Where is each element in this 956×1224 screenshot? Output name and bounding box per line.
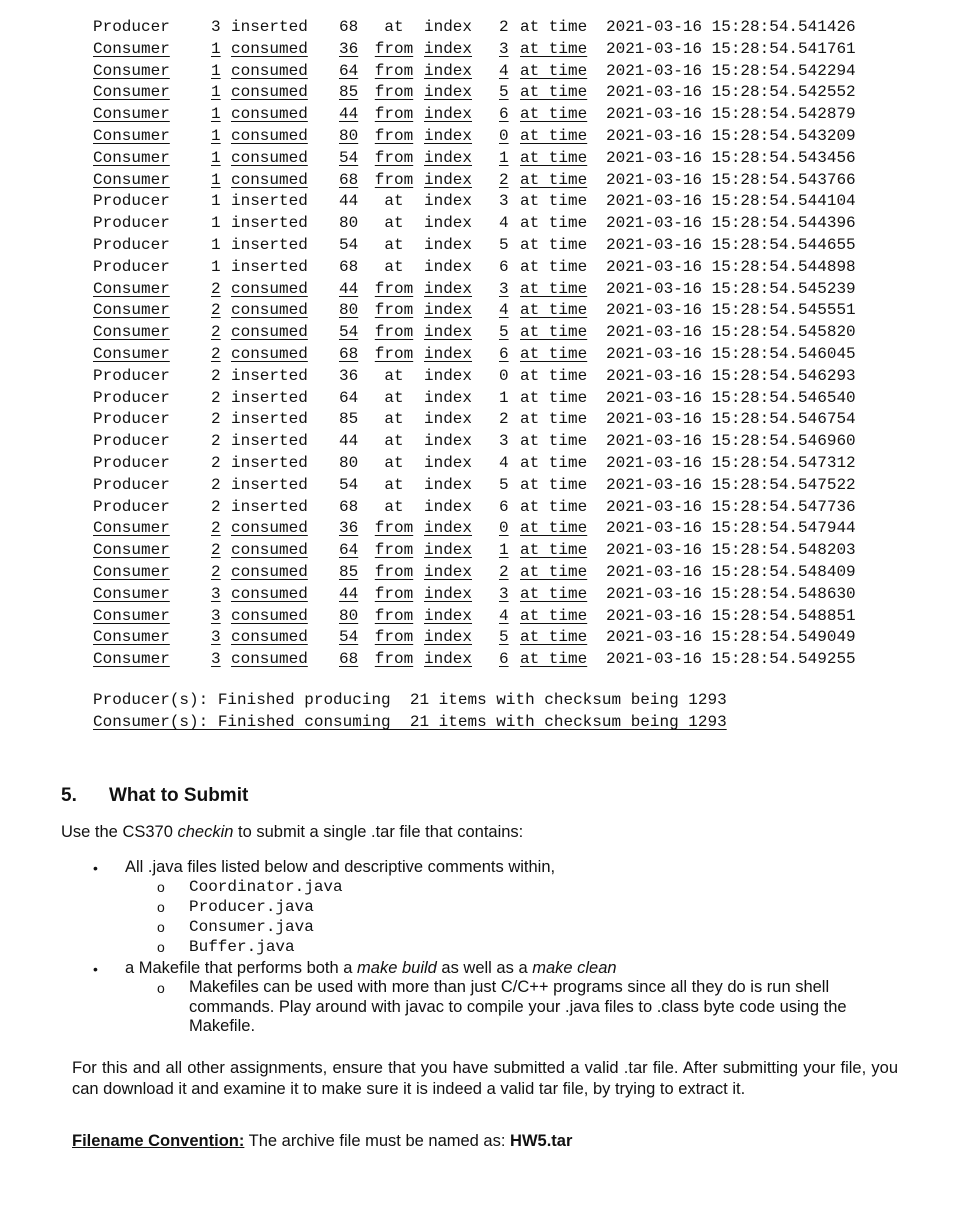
row-verb: consumed (231, 126, 308, 145)
row-count: 2 (211, 453, 221, 472)
row-verb: inserted (231, 214, 308, 233)
row-at-time: at time (520, 584, 588, 603)
row-at-time: at time (520, 366, 588, 385)
row-index-word: index (424, 628, 473, 647)
row-position: 1 (499, 148, 509, 167)
row-index-word: index (424, 606, 473, 625)
row-verb: inserted (231, 497, 308, 516)
row-index-word: index (424, 388, 473, 407)
row-value: 36 (339, 519, 359, 538)
row-count: 3 (211, 628, 221, 647)
row-role: Consumer (93, 541, 170, 560)
row-role: Consumer (93, 39, 170, 58)
row-position: 1 (499, 541, 509, 560)
row-verb: consumed (231, 541, 308, 560)
row-value: 44 (339, 279, 359, 298)
row-count: 1 (211, 148, 221, 167)
row-role: Producer (93, 497, 170, 516)
row-verb: inserted (231, 192, 308, 211)
row-role: Consumer (93, 126, 170, 145)
row-at-time: at time (520, 650, 588, 669)
tar-validity-paragraph: For this and all other assignments, ensure that you have submitted a valid .tar file. After submitting your file, you can download it and examine it to make sure it is indeed a valid tar file, by trying to extract it. (72, 1059, 898, 1098)
row-at-time: at time (520, 475, 588, 494)
row-count: 2 (211, 432, 221, 451)
row-value: 68 (339, 650, 359, 669)
row-value: 44 (339, 584, 359, 603)
row-position: 3 (499, 279, 509, 298)
row-role: Consumer (93, 584, 170, 603)
row-index-word: index (424, 323, 473, 342)
row-at-time: at time (520, 214, 588, 233)
row-timestamp: 2021-03-16 15:28:54.545551 (606, 301, 856, 320)
row-timestamp: 2021-03-16 15:28:54.549255 (606, 650, 856, 669)
row-role: Producer (93, 257, 170, 276)
row-timestamp: 2021-03-16 15:28:54.545239 (606, 279, 856, 298)
row-timestamp: 2021-03-16 15:28:54.544898 (606, 257, 856, 276)
row-count: 2 (211, 519, 221, 538)
row-at-time: at time (520, 388, 588, 407)
row-index-word: index (424, 410, 473, 429)
row-count: 1 (211, 235, 221, 254)
row-value: 80 (339, 214, 359, 233)
row-role: Consumer (93, 628, 170, 647)
row-prep: from (374, 148, 414, 167)
row-value: 64 (339, 61, 359, 80)
row-position: 6 (499, 105, 509, 124)
consumer-summary-line: Consumer(s): Finished consuming 21 items with checksum being 1293 (93, 713, 727, 731)
row-index-word: index (424, 301, 473, 320)
row-prep: from (374, 105, 414, 124)
row-index-word: index (424, 214, 473, 233)
row-timestamp: 2021-03-16 15:28:54.549049 (606, 628, 856, 647)
row-value: 68 (339, 344, 359, 363)
row-count: 3 (211, 18, 221, 36)
row-at-time: at time (520, 257, 588, 276)
row-role: Consumer (93, 344, 170, 363)
java-file-item: Buffer.java (189, 938, 295, 956)
row-timestamp: 2021-03-16 15:28:54.544104 (606, 192, 856, 211)
makefile-note: Makefiles can be used with more than just C/C++ programs since all they do is run shell commands. Play around with javac to compile your .java files to .class byte code using the Makefile. (189, 978, 847, 1035)
row-prep: at (384, 388, 404, 407)
row-timestamp: 2021-03-16 15:28:54.541761 (606, 39, 856, 58)
row-at-time: at time (520, 126, 588, 145)
row-index-word: index (424, 126, 473, 145)
row-count: 1 (211, 126, 221, 145)
row-position: 2 (499, 18, 509, 36)
row-position: 5 (499, 628, 509, 647)
row-role: Consumer (93, 301, 170, 320)
row-count: 1 (211, 170, 221, 189)
row-role: Consumer (93, 148, 170, 167)
java-file-item: Consumer.java (189, 918, 314, 936)
row-timestamp: 2021-03-16 15:28:54.548630 (606, 584, 856, 603)
row-role: Producer (93, 475, 170, 494)
row-timestamp: 2021-03-16 15:28:54.546045 (606, 344, 856, 363)
row-count: 2 (211, 541, 221, 560)
row-value: 68 (339, 170, 359, 189)
row-verb: consumed (231, 606, 308, 625)
row-position: 3 (499, 584, 509, 603)
row-position: 4 (499, 453, 509, 472)
row-verb: inserted (231, 475, 308, 494)
row-verb: consumed (231, 628, 308, 647)
row-timestamp: 2021-03-16 15:28:54.547522 (606, 475, 856, 494)
row-value: 36 (339, 366, 359, 385)
row-value: 44 (339, 432, 359, 451)
row-count: 1 (211, 83, 221, 102)
row-position: 6 (499, 497, 509, 516)
row-value: 54 (339, 235, 359, 254)
row-at-time: at time (520, 519, 588, 538)
row-count: 2 (211, 475, 221, 494)
row-count: 2 (211, 497, 221, 516)
row-index-word: index (424, 562, 473, 581)
row-at-time: at time (520, 170, 588, 189)
row-verb: consumed (231, 279, 308, 298)
row-count: 2 (211, 366, 221, 385)
filename-convention: Filename Convention: The archive file must be named as: HW5.tar (72, 1132, 573, 1150)
row-count: 2 (211, 279, 221, 298)
row-timestamp: 2021-03-16 15:28:54.548203 (606, 541, 856, 560)
row-verb: inserted (231, 432, 308, 451)
row-count: 1 (211, 39, 221, 58)
row-value: 80 (339, 606, 359, 625)
bullet-marker: • (93, 860, 98, 876)
row-index-word: index (424, 39, 473, 58)
row-index-word: index (424, 584, 473, 603)
row-prep: at (384, 192, 404, 211)
row-timestamp: 2021-03-16 15:28:54.543209 (606, 126, 856, 145)
row-index-word: index (424, 170, 473, 189)
row-position: 2 (499, 562, 509, 581)
row-role: Consumer (93, 562, 170, 581)
row-prep: at (384, 475, 404, 494)
row-index-word: index (424, 192, 473, 211)
row-timestamp: 2021-03-16 15:28:54.548851 (606, 606, 856, 625)
row-count: 2 (211, 388, 221, 407)
row-value: 64 (339, 541, 359, 560)
row-index-word: index (424, 453, 473, 472)
row-count: 1 (211, 257, 221, 276)
row-value: 54 (339, 628, 359, 647)
row-count: 1 (211, 192, 221, 211)
row-prep: from (374, 650, 414, 669)
row-count: 1 (211, 61, 221, 80)
bullet-marker: • (93, 961, 98, 977)
row-at-time: at time (520, 410, 588, 429)
row-verb: inserted (231, 366, 308, 385)
row-value: 68 (339, 497, 359, 516)
row-role: Consumer (93, 83, 170, 102)
row-index-word: index (424, 497, 473, 516)
row-count: 2 (211, 301, 221, 320)
section-title: What to Submit (109, 785, 249, 806)
row-verb: inserted (231, 257, 308, 276)
row-position: 5 (499, 475, 509, 494)
row-value: 85 (339, 83, 359, 102)
row-timestamp: 2021-03-16 15:28:54.541426 (606, 18, 856, 36)
row-index-word: index (424, 83, 473, 102)
row-at-time: at time (520, 541, 588, 560)
row-value: 54 (339, 323, 359, 342)
row-role: Consumer (93, 279, 170, 298)
row-position: 6 (499, 344, 509, 363)
row-index-word: index (424, 519, 473, 538)
row-at-time: at time (520, 279, 588, 298)
row-at-time: at time (520, 148, 588, 167)
row-prep: at (384, 18, 404, 36)
section-number: 5. (61, 785, 77, 806)
sub-bullet-marker: o (157, 879, 165, 895)
bullet-java-files: All .java files listed below and descriptive comments within, (125, 858, 556, 876)
row-prep: at (384, 432, 404, 451)
row-count: 3 (211, 606, 221, 625)
row-timestamp: 2021-03-16 15:28:54.543456 (606, 148, 856, 167)
row-at-time: at time (520, 432, 588, 451)
row-count: 3 (211, 650, 221, 669)
row-role: Producer (93, 235, 170, 254)
row-prep: from (374, 344, 414, 363)
row-at-time: at time (520, 235, 588, 254)
row-role: Producer (93, 214, 170, 233)
row-position: 5 (499, 83, 509, 102)
row-timestamp: 2021-03-16 15:28:54.544655 (606, 235, 856, 254)
row-prep: from (374, 541, 414, 560)
row-at-time: at time (520, 105, 588, 124)
row-value: 68 (339, 18, 359, 36)
row-verb: consumed (231, 584, 308, 603)
row-prep: from (374, 323, 414, 342)
row-prep: at (384, 257, 404, 276)
row-verb: consumed (231, 344, 308, 363)
row-role: Consumer (93, 650, 170, 669)
row-index-word: index (424, 650, 473, 669)
bullet-makefile: a Makefile that performs both a make build as well as a make clean (125, 959, 617, 977)
row-count: 2 (211, 562, 221, 581)
section-heading (61, 785, 248, 807)
row-verb: consumed (231, 519, 308, 538)
row-value: 68 (339, 257, 359, 276)
row-position: 4 (499, 214, 509, 233)
row-role: Producer (93, 432, 170, 451)
sub-bullet-marker: o (157, 899, 165, 915)
row-verb: inserted (231, 388, 308, 407)
row-at-time: at time (520, 301, 588, 320)
row-index-word: index (424, 432, 473, 451)
row-timestamp: 2021-03-16 15:28:54.546293 (606, 366, 856, 385)
row-verb: consumed (231, 301, 308, 320)
row-verb: inserted (231, 410, 308, 429)
row-verb: consumed (231, 650, 308, 669)
row-verb: consumed (231, 170, 308, 189)
row-position: 0 (499, 519, 509, 538)
row-at-time: at time (520, 83, 588, 102)
row-at-time: at time (520, 628, 588, 647)
row-role: Consumer (93, 519, 170, 538)
row-timestamp: 2021-03-16 15:28:54.542552 (606, 83, 856, 102)
row-at-time: at time (520, 323, 588, 342)
row-position: 6 (499, 257, 509, 276)
checkin-term: checkin (177, 823, 234, 841)
row-verb: consumed (231, 83, 308, 102)
row-prep: from (374, 584, 414, 603)
row-timestamp: 2021-03-16 15:28:54.546960 (606, 432, 856, 451)
row-position: 0 (499, 366, 509, 385)
row-position: 2 (499, 410, 509, 429)
log-summary (93, 689, 727, 733)
row-role: Producer (93, 192, 170, 211)
row-position: 3 (499, 432, 509, 451)
row-at-time: at time (520, 562, 588, 581)
row-timestamp: 2021-03-16 15:28:54.543766 (606, 170, 856, 189)
row-value: 44 (339, 105, 359, 124)
row-position: 5 (499, 235, 509, 254)
row-prep: at (384, 453, 404, 472)
row-verb: inserted (231, 453, 308, 472)
sub-bullet-marker: o (157, 919, 165, 935)
row-index-word: index (424, 61, 473, 80)
row-timestamp: 2021-03-16 15:28:54.546540 (606, 388, 856, 407)
row-role: Producer (93, 18, 170, 36)
java-file-item: Producer.java (189, 898, 314, 916)
row-index-word: index (424, 366, 473, 385)
java-file-item: Coordinator.java (189, 878, 343, 896)
row-timestamp: 2021-03-16 15:28:54.542879 (606, 105, 856, 124)
sub-bullet-marker: o (157, 980, 165, 996)
producer-summary-line: Producer(s): Finished producing 21 items with checksum being 1293 (93, 691, 727, 709)
row-verb: consumed (231, 562, 308, 581)
row-index-word: index (424, 18, 473, 36)
row-verb: consumed (231, 323, 308, 342)
row-index-word: index (424, 279, 473, 298)
row-verb: consumed (231, 61, 308, 80)
row-count: 1 (211, 105, 221, 124)
row-count: 3 (211, 584, 221, 603)
row-position: 6 (499, 650, 509, 669)
row-position: 0 (499, 126, 509, 145)
row-position: 5 (499, 323, 509, 342)
row-value: 85 (339, 562, 359, 581)
row-role: Producer (93, 410, 170, 429)
row-prep: from (374, 61, 414, 80)
row-index-word: index (424, 105, 473, 124)
row-role: Producer (93, 366, 170, 385)
row-count: 1 (211, 214, 221, 233)
row-index-word: index (424, 148, 473, 167)
row-value: 85 (339, 410, 359, 429)
row-at-time: at time (520, 344, 588, 363)
row-prep: at (384, 214, 404, 233)
sub-bullet-marker: o (157, 939, 165, 955)
row-role: Consumer (93, 105, 170, 124)
row-prep: at (384, 366, 404, 385)
row-timestamp: 2021-03-16 15:28:54.547312 (606, 453, 856, 472)
row-position: 2 (499, 170, 509, 189)
row-timestamp: 2021-03-16 15:28:54.547944 (606, 519, 856, 538)
row-value: 80 (339, 126, 359, 145)
row-at-time: at time (520, 39, 588, 58)
row-index-word: index (424, 235, 473, 254)
row-index-word: index (424, 541, 473, 560)
row-position: 4 (499, 61, 509, 80)
row-index-word: index (424, 475, 473, 494)
row-prep: at (384, 410, 404, 429)
row-value: 80 (339, 301, 359, 320)
row-count: 2 (211, 410, 221, 429)
row-prep: from (374, 39, 414, 58)
row-at-time: at time (520, 453, 588, 472)
row-timestamp: 2021-03-16 15:28:54.542294 (606, 61, 856, 80)
row-position: 3 (499, 39, 509, 58)
row-value: 36 (339, 39, 359, 58)
row-index-word: index (424, 257, 473, 276)
row-prep: from (374, 606, 414, 625)
row-at-time: at time (520, 192, 588, 211)
row-count: 2 (211, 323, 221, 342)
row-timestamp: 2021-03-16 15:28:54.546754 (606, 410, 856, 429)
row-value: 64 (339, 388, 359, 407)
row-prep: from (374, 126, 414, 145)
row-position: 1 (499, 388, 509, 407)
row-verb: consumed (231, 105, 308, 124)
row-position: 3 (499, 192, 509, 211)
row-position: 4 (499, 301, 509, 320)
row-timestamp: 2021-03-16 15:28:54.544396 (606, 214, 856, 233)
row-prep: from (374, 519, 414, 538)
row-timestamp: 2021-03-16 15:28:54.547736 (606, 497, 856, 516)
row-role: Consumer (93, 323, 170, 342)
row-verb: consumed (231, 148, 308, 167)
row-prep: at (384, 235, 404, 254)
row-timestamp: 2021-03-16 15:28:54.548409 (606, 562, 856, 581)
row-position: 4 (499, 606, 509, 625)
row-role: Consumer (93, 606, 170, 625)
row-count: 2 (211, 344, 221, 363)
intro-text: Use the CS370 checkin to submit a single .tar file that contains: (61, 823, 524, 841)
row-value: 44 (339, 192, 359, 211)
row-prep: from (374, 83, 414, 102)
row-at-time: at time (520, 61, 588, 80)
row-role: Consumer (93, 170, 170, 189)
row-verb: consumed (231, 39, 308, 58)
row-role: Consumer (93, 61, 170, 80)
row-value: 54 (339, 148, 359, 167)
row-verb: inserted (231, 235, 308, 254)
row-value: 80 (339, 453, 359, 472)
filename-value: HW5.tar (510, 1132, 573, 1150)
row-at-time: at time (520, 497, 588, 516)
row-role: Producer (93, 453, 170, 472)
row-index-word: index (424, 344, 473, 363)
row-prep: from (374, 301, 414, 320)
row-prep: at (384, 497, 404, 516)
row-at-time: at time (520, 18, 588, 36)
row-prep: from (374, 170, 414, 189)
row-verb: inserted (231, 18, 308, 36)
row-at-time: at time (520, 606, 588, 625)
row-prep: from (374, 628, 414, 647)
row-role: Producer (93, 388, 170, 407)
filename-label: Filename Convention: (72, 1132, 245, 1150)
row-prep: from (374, 562, 414, 581)
row-prep: from (374, 279, 414, 298)
row-value: 54 (339, 475, 359, 494)
row-timestamp: 2021-03-16 15:28:54.545820 (606, 323, 856, 342)
